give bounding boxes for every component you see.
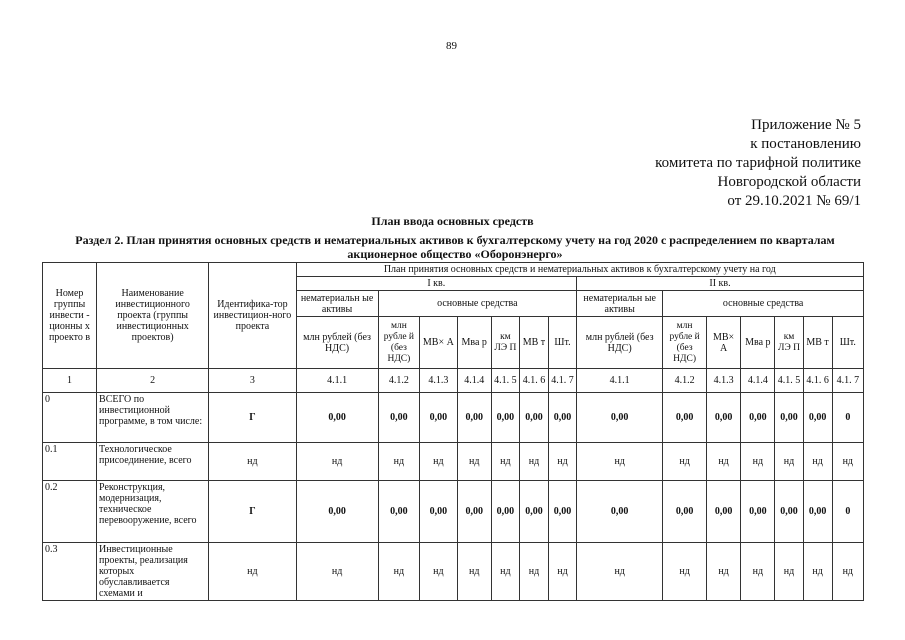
row-value-cell: 0,00 — [420, 393, 457, 443]
row-value-cell: нд — [420, 443, 457, 481]
appendix-line: Приложение № 5 — [751, 117, 861, 133]
header-fixed-assets-q1: основные средства — [378, 291, 576, 317]
row-value-cell: 0,00 — [519, 481, 548, 543]
column-number-cell: 4.1. 7 — [549, 369, 577, 393]
column-number-cell: 4.1. 6 — [803, 369, 832, 393]
row-number-cell: 0 — [43, 393, 97, 443]
column-number-cell: 4.1.4 — [457, 369, 491, 393]
unit-pcs: Шт. — [549, 317, 577, 369]
row-value-cell: нд — [832, 543, 863, 601]
row-value-cell: 0,00 — [491, 481, 519, 543]
row-value-cell: нд — [803, 543, 832, 601]
row-value-cell: нд — [741, 443, 775, 481]
unit-mln-rub: млн рублей (без НДС) — [296, 317, 378, 369]
unit-km: км ЛЭ П — [775, 317, 803, 369]
row-value-cell: нд — [519, 543, 548, 601]
row-value-cell: нд — [549, 443, 577, 481]
row-value-cell: нд — [706, 443, 740, 481]
column-number-cell: 4.1.2 — [378, 369, 420, 393]
row-value-cell: 0 — [832, 393, 863, 443]
row-number-cell: 0.1 — [43, 443, 97, 481]
unit-mw: МВ т — [519, 317, 548, 369]
row-value-cell: 0,00 — [803, 393, 832, 443]
row-value-cell: 0,00 — [706, 481, 740, 543]
row-value-cell: нд — [378, 443, 420, 481]
row-value-cell: 0,00 — [457, 481, 491, 543]
column-number-cell: 4.1. 5 — [775, 369, 803, 393]
row-value-cell: 0,00 — [577, 481, 663, 543]
column-number-cell: 4.1.2 — [663, 369, 707, 393]
row-value-cell: нд — [296, 543, 378, 601]
row-value-cell: 0,00 — [663, 393, 707, 443]
unit-mvar: Мва р — [741, 317, 775, 369]
row-value-cell: нд — [832, 443, 863, 481]
row-value-cell: нд — [577, 543, 663, 601]
unit-mln-rub: млн рублей (без НДС) — [577, 317, 663, 369]
row-value-cell: нд — [519, 443, 548, 481]
appendix-line: от 29.10.2021 № 69/1 — [727, 193, 861, 209]
row-name-cell: Инвестиционные проекты, реализация которых обуславливается схемами и — [97, 543, 209, 601]
unit-mln-rub-short: млн рубле й (без НДС) — [663, 317, 707, 369]
row-value-cell: нд — [663, 543, 707, 601]
column-number-cell: 4.1.3 — [420, 369, 457, 393]
row-id-cell: Г — [209, 393, 296, 443]
column-number-cell: 4.1.3 — [706, 369, 740, 393]
header-plan: План принятия основных средств и нематериальных активов к бухгалтерскому учету на год — [296, 263, 863, 277]
unit-pcs: Шт. — [832, 317, 863, 369]
row-name-cell: Технологическое присоединение, всего — [97, 443, 209, 481]
column-number-cell: 4.1. 6 — [519, 369, 548, 393]
row-value-cell: нд — [775, 543, 803, 601]
plan-table — [42, 262, 864, 601]
row-value-cell: 0 — [832, 481, 863, 543]
row-value-cell: 0,00 — [706, 393, 740, 443]
row-number-cell: 0.3 — [43, 543, 97, 601]
row-name-cell: Реконструкция, модернизация, техническое перевооружение, всего — [97, 481, 209, 543]
row-value-cell: нд — [296, 443, 378, 481]
row-id-cell: нд — [209, 543, 296, 601]
row-value-cell: 0,00 — [741, 393, 775, 443]
document-title: План ввода основных средств — [371, 214, 534, 228]
row-value-cell: 0,00 — [519, 393, 548, 443]
row-value-cell: нд — [775, 443, 803, 481]
row-value-cell: 0,00 — [296, 481, 378, 543]
row-id-cell: Г — [209, 481, 296, 543]
row-value-cell: 0,00 — [775, 393, 803, 443]
row-value-cell: 0,00 — [296, 393, 378, 443]
row-value-cell: 0,00 — [378, 481, 420, 543]
row-value-cell: 0,00 — [803, 481, 832, 543]
row-value-cell: 0,00 — [549, 393, 577, 443]
row-value-cell: нд — [457, 443, 491, 481]
header-fixed-assets-q2: основные средства — [663, 291, 864, 317]
appendix-line: комитета по тарифной политике — [655, 155, 861, 171]
unit-mln-rub-short: млн рубле й (без НДС) — [378, 317, 420, 369]
row-name-cell: ВСЕГО по инвестиционной программе, в том числе: — [97, 393, 209, 443]
appendix-line: Новгородской области — [717, 174, 861, 190]
row-value-cell: нд — [741, 543, 775, 601]
row-value-cell: 0,00 — [420, 481, 457, 543]
numbering-row — [43, 369, 864, 393]
unit-mva: МВ× А — [706, 317, 740, 369]
section-title: Раздел 2. План принятия основных средств и нематериальных активов к бухгалтерскому учету на год 2020 с распределением по кварталам акционерное общество «Оборонэнерго» — [75, 233, 835, 261]
table-row — [43, 543, 864, 601]
column-number-cell: 4.1.1 — [577, 369, 663, 393]
appendix-block — [655, 116, 861, 211]
row-value-cell: нд — [420, 543, 457, 601]
row-value-cell: 0,00 — [775, 481, 803, 543]
table-row — [43, 481, 864, 543]
column-number-cell: 2 — [97, 369, 209, 393]
page-number: 89 — [446, 40, 457, 52]
header-q2: II кв. — [577, 277, 864, 291]
unit-mva: МВ× А — [420, 317, 457, 369]
row-value-cell: 0,00 — [549, 481, 577, 543]
header-project-id: Идентифика-тор инвестицион-ного проекта — [209, 263, 296, 369]
table-row — [43, 443, 864, 481]
row-value-cell: 0,00 — [741, 481, 775, 543]
column-number-cell: 4.1. 5 — [491, 369, 519, 393]
row-value-cell: 0,00 — [491, 393, 519, 443]
column-number-cell: 4.1.4 — [741, 369, 775, 393]
unit-mw: МВ т — [803, 317, 832, 369]
row-value-cell: 0,00 — [577, 393, 663, 443]
column-number-cell: 4.1.1 — [296, 369, 378, 393]
row-value-cell: нд — [577, 443, 663, 481]
row-value-cell: нд — [706, 543, 740, 601]
row-value-cell: нд — [491, 443, 519, 481]
row-value-cell: 0,00 — [378, 393, 420, 443]
header-q1: I кв. — [296, 277, 577, 291]
row-value-cell: нд — [457, 543, 491, 601]
row-number-cell: 0.2 — [43, 481, 97, 543]
row-value-cell: нд — [663, 443, 707, 481]
unit-mvar: Мва р — [457, 317, 491, 369]
row-value-cell: нд — [549, 543, 577, 601]
column-number-cell: 1 — [43, 369, 97, 393]
header-group-number: Номер группы инвести - ционны х проекто в — [43, 263, 97, 369]
appendix-line: к постановлению — [750, 136, 861, 152]
row-id-cell: нд — [209, 443, 296, 481]
row-value-cell: нд — [378, 543, 420, 601]
row-value-cell: 0,00 — [663, 481, 707, 543]
unit-km: км ЛЭ П — [491, 317, 519, 369]
header-project-name: Наименование инвестиционного проекта (группы инвестиционных проектов) — [97, 263, 209, 369]
table-row — [43, 393, 864, 443]
column-number-cell: 3 — [209, 369, 296, 393]
header-intangible-q1: нематериальн ые активы — [296, 291, 378, 317]
row-value-cell: нд — [491, 543, 519, 601]
header-intangible-q2: нематериальн ые активы — [577, 291, 663, 317]
row-value-cell: нд — [803, 443, 832, 481]
row-value-cell: 0,00 — [457, 393, 491, 443]
column-number-cell: 4.1. 7 — [832, 369, 863, 393]
